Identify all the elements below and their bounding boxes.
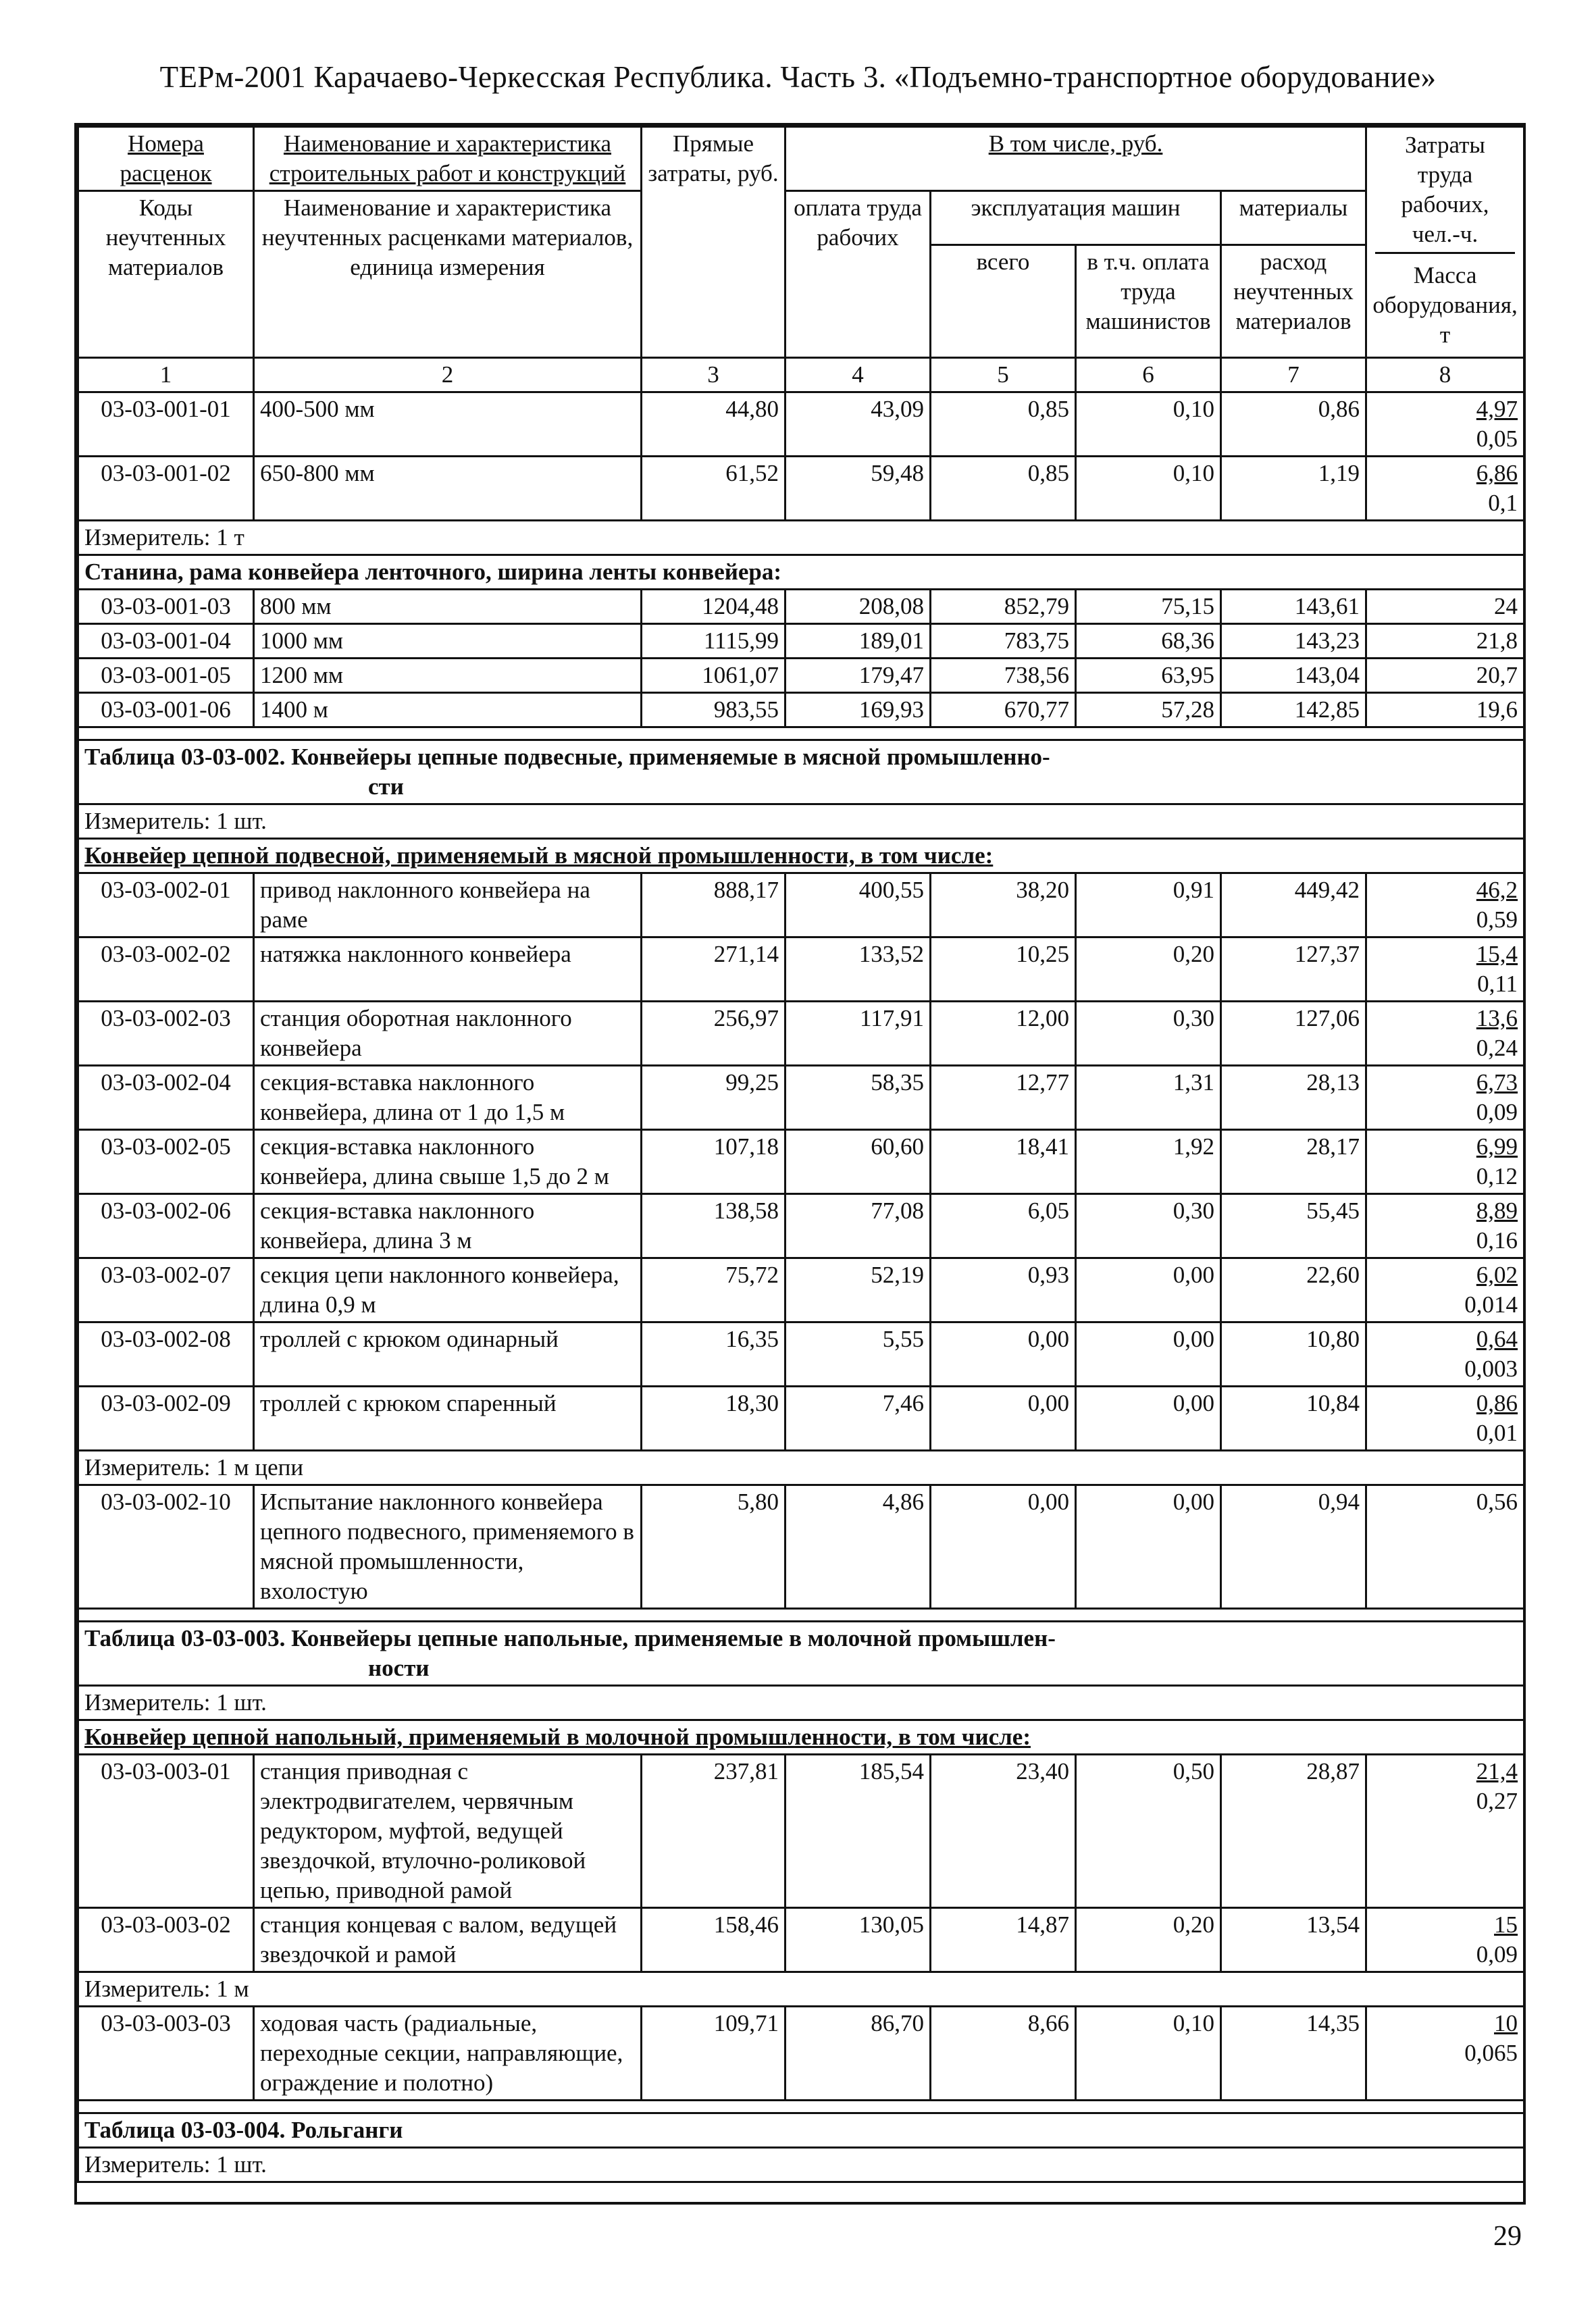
col-number: 8 (1366, 358, 1524, 392)
rate-code: 03-03-003-01 (78, 1755, 254, 1908)
rate-direct-cost: 109,71 (642, 2007, 786, 2101)
rate-machinist-wages: 63,95 (1076, 659, 1221, 693)
rate-labor: 10 (1494, 2010, 1518, 2036)
rate-machinist-wages: 0,10 (1076, 392, 1221, 457)
rate-machines-total: 6,05 (931, 1194, 1076, 1258)
table-row (78, 624, 1524, 659)
head-col1-top: Номера расценок (78, 127, 254, 191)
rate-wages: 77,08 (786, 1194, 931, 1258)
rate-name: секция-вставка наклонного конвейера, длина от 1 до 1,5 м (254, 1066, 642, 1130)
section-heading: Конвейер цепной напольный, применяемый в молочной промышленности, в том числе: (78, 1720, 1524, 1755)
rate-code: 03-03-002-07 (78, 1258, 254, 1322)
head-machines: эксплуатация машин (931, 191, 1221, 245)
rate-materials: 127,06 (1221, 1002, 1366, 1066)
rate-code: 03-03-002-09 (78, 1387, 254, 1451)
rate-labor-mass (1366, 457, 1524, 521)
document-frame (74, 123, 1526, 2205)
rate-machines-total: 670,77 (931, 693, 1076, 727)
rate-labor: 6,86 (1476, 460, 1518, 486)
rate-direct-cost: 75,72 (642, 1258, 786, 1322)
measure-unit: Измеритель: 1 т (78, 521, 1524, 555)
head-row-2 (78, 191, 1524, 245)
rate-mass: 0,09 (1476, 1941, 1518, 1968)
rate-machinist-wages: 0,20 (1076, 937, 1221, 1002)
measure-unit-row (78, 2148, 1524, 2182)
page-number: 29 (1493, 2221, 1522, 2252)
rate-direct-cost: 44,80 (642, 392, 786, 457)
rate-labor: 21,4 (1476, 1758, 1518, 1784)
rate-machines-total: 14,87 (931, 1908, 1076, 1972)
col-number: 3 (642, 358, 786, 392)
table-row (78, 392, 1524, 457)
rate-machines-total: 0,00 (931, 1485, 1076, 1609)
rate-wages: 59,48 (786, 457, 931, 521)
head-direct: Прямые затраты, руб. (642, 127, 786, 358)
table-row (78, 1485, 1524, 1609)
measure-unit: Измеритель: 1 шт. (78, 804, 1524, 839)
rate-wages: 169,93 (786, 693, 931, 727)
rate-labor-mass (1366, 624, 1524, 659)
table-title-004-row (78, 2113, 1524, 2148)
rate-machines-total: 8,66 (931, 2007, 1076, 2101)
spacer (78, 1609, 1524, 1622)
table-row (78, 1194, 1524, 1258)
table-row (78, 937, 1524, 1002)
rate-direct-cost: 983,55 (642, 693, 786, 727)
rate-labor-mass (1366, 1387, 1524, 1451)
rate-mass: 0,01 (1476, 1420, 1518, 1446)
rate-machines-total: 12,77 (931, 1066, 1076, 1130)
measure-unit-row (78, 1972, 1524, 2007)
rate-labor: 8,89 (1476, 1198, 1518, 1224)
rate-direct-cost: 107,18 (642, 1130, 786, 1194)
page-header: ТЕРм-2001 Карачаево-Черкесская Республика. Часть 3. «Подъемно-транспортное оборудование» (159, 60, 1437, 94)
measure-unit: Измеритель: 1 м цепи (78, 1451, 1524, 1485)
rate-name: ходовая часть (радиальные, переходные секции, направляющие, ограждение и полотно) (254, 2007, 642, 2101)
rate-machinist-wages: 0,10 (1076, 457, 1221, 521)
rate-direct-cost: 138,58 (642, 1194, 786, 1258)
head-consumption: расход неучтенных материалов (1221, 245, 1366, 358)
spacer-row (78, 1609, 1524, 1622)
measure-unit: Измеритель: 1 шт. (78, 2148, 1524, 2182)
rate-machines-total: 0,93 (931, 1258, 1076, 1322)
rate-machines-total: 0,00 (931, 1387, 1076, 1451)
col-number: 5 (931, 358, 1076, 392)
rate-code: 03-03-001-01 (78, 392, 254, 457)
rate-direct-cost: 1061,07 (642, 659, 786, 693)
rate-wages: 130,05 (786, 1908, 931, 1972)
rate-name: Испытание наклонного конвейера цепного подвесного, применяемого в мясной промышленности, вхолостую (254, 1485, 642, 1609)
rate-code: 03-03-001-02 (78, 457, 254, 521)
rate-labor: 20,7 (1476, 662, 1518, 688)
rate-machinist-wages: 0,00 (1076, 1322, 1221, 1387)
rate-materials: 143,04 (1221, 659, 1366, 693)
rate-machines-total: 38,20 (931, 873, 1076, 937)
rate-materials: 143,61 (1221, 590, 1366, 624)
rate-machinist-wages: 0,30 (1076, 1002, 1221, 1066)
table-title-002-line-1: Таблица 03-03-002. Конвейеры цепные подвесные, применяемые в мясной промышленно- (84, 744, 1050, 770)
rate-machinist-wages: 1,31 (1076, 1066, 1221, 1130)
rate-labor: 6,73 (1476, 1069, 1518, 1096)
rate-materials: 22,60 (1221, 1258, 1366, 1322)
rate-mass: 0,27 (1476, 1788, 1518, 1814)
section-heading: Станина, рама конвейера ленточного, ширина ленты конвейера: (78, 555, 1524, 590)
table-row (78, 1755, 1524, 1908)
rate-code: 03-03-002-10 (78, 1485, 254, 1609)
rate-labor: 0,64 (1476, 1326, 1518, 1352)
rate-name: секция-вставка наклонного конвейера, длина свыше 1,5 до 2 м (254, 1130, 642, 1194)
rate-wages: 117,91 (786, 1002, 931, 1066)
rate-labor: 6,99 (1476, 1133, 1518, 1160)
rate-labor-mass (1366, 659, 1524, 693)
rate-code: 03-03-001-03 (78, 590, 254, 624)
rate-code: 03-03-001-05 (78, 659, 254, 693)
section-heading-row (78, 555, 1524, 590)
rate-wages: 179,47 (786, 659, 931, 693)
rate-mass: 0,11 (1477, 971, 1518, 997)
rate-machinist-wages: 0,91 (1076, 873, 1221, 937)
rate-wages: 208,08 (786, 590, 931, 624)
rate-machinist-wages: 0,10 (1076, 2007, 1221, 2101)
spacer-row (78, 2101, 1524, 2113)
rate-labor-mass (1366, 1130, 1524, 1194)
rate-wages: 133,52 (786, 937, 931, 1002)
rate-labor-mass (1366, 937, 1524, 1002)
rate-labor-mass (1366, 1002, 1524, 1066)
rate-labor: 4,97 (1476, 396, 1518, 422)
spacer (78, 2101, 1524, 2113)
head-in-total: В том числе, руб. (786, 127, 1366, 191)
table-row (78, 2007, 1524, 2101)
rate-labor: 13,6 (1476, 1005, 1518, 1031)
section-heading: Конвейер цепной подвесной, применяемый в мясной промышленности, в том числе: (78, 839, 1524, 873)
rate-labor-mass (1366, 1908, 1524, 1972)
table-row (78, 693, 1524, 727)
rate-direct-cost: 888,17 (642, 873, 786, 937)
table-title-003-row (78, 1622, 1524, 1686)
section-heading-row (78, 839, 1524, 873)
rate-machinist-wages: 0,00 (1076, 1387, 1221, 1451)
rate-materials: 143,23 (1221, 624, 1366, 659)
rate-name: станция оборотная наклонного конвейера (254, 1002, 642, 1066)
rate-name: 1400 м (254, 693, 642, 727)
table-title-003-line-2: ности (368, 1655, 430, 1681)
table-row (78, 1258, 1524, 1322)
head-labor-mass (1366, 127, 1524, 358)
rates-table (77, 126, 1525, 2183)
rate-materials: 10,80 (1221, 1322, 1366, 1387)
rate-direct-cost: 271,14 (642, 937, 786, 1002)
rate-mass: 0,003 (1464, 1356, 1518, 1382)
rate-machines-total: 10,25 (931, 937, 1076, 1002)
rate-materials: 13,54 (1221, 1908, 1366, 1972)
rate-machines-total: 12,00 (931, 1002, 1076, 1066)
rate-name: 800 мм (254, 590, 642, 624)
rate-wages: 52,19 (786, 1258, 931, 1322)
rate-labor-mass (1366, 1194, 1524, 1258)
rate-direct-cost: 1204,48 (642, 590, 786, 624)
rate-mass: 0,09 (1476, 1099, 1518, 1125)
rate-machines-total: 18,41 (931, 1130, 1076, 1194)
rate-machines-total: 0,00 (931, 1322, 1076, 1387)
rate-code: 03-03-001-06 (78, 693, 254, 727)
measure-unit: Измеритель: 1 шт. (78, 1686, 1524, 1720)
table-title-002-line-2: сти (368, 773, 404, 800)
rate-machinist-wages: 0,00 (1076, 1485, 1221, 1609)
rate-labor: 46,2 (1476, 877, 1518, 903)
rate-wages: 86,70 (786, 2007, 931, 2101)
rate-wages: 185,54 (786, 1755, 931, 1908)
rate-name: секция цепи наклонного конвейера, длина 0,9 м (254, 1258, 642, 1322)
head-col2-bottom: Наименование и характеристика неучтенных расценками материалов, единица измерения (254, 191, 642, 358)
table-row (78, 590, 1524, 624)
rate-machines-total: 0,85 (931, 457, 1076, 521)
rate-machines-total: 738,56 (931, 659, 1076, 693)
col-numbers-row (78, 358, 1524, 392)
rate-labor: 6,02 (1476, 1262, 1518, 1288)
rate-name: 1200 мм (254, 659, 642, 693)
rate-mass: 0,12 (1476, 1163, 1518, 1189)
measure-unit-row (78, 521, 1524, 555)
head-incl-wages: в т.ч. оплата труда машинистов (1076, 245, 1221, 358)
head-col2-top: Наименование и характеристика строительных работ и конструкций (254, 127, 642, 191)
rate-labor-mass (1366, 1258, 1524, 1322)
rate-machinist-wages: 0,00 (1076, 1258, 1221, 1322)
table-title-002 (78, 740, 1524, 804)
rate-labor: 21,8 (1476, 627, 1518, 654)
rate-materials: 0,86 (1221, 392, 1366, 457)
rate-name: 400-500 мм (254, 392, 642, 457)
rate-labor-mass (1366, 2007, 1524, 2101)
rate-code: 03-03-002-03 (78, 1002, 254, 1066)
rate-name: 650-800 мм (254, 457, 642, 521)
rate-name: 1000 мм (254, 624, 642, 659)
rate-wages: 43,09 (786, 392, 931, 457)
col-number: 4 (786, 358, 931, 392)
rate-labor: 0,86 (1476, 1390, 1518, 1416)
rate-labor: 15 (1494, 1911, 1518, 1938)
rate-mass: 0,24 (1476, 1035, 1518, 1061)
rate-direct-cost: 61,52 (642, 457, 786, 521)
rate-materials: 55,45 (1221, 1194, 1366, 1258)
rate-code: 03-03-001-04 (78, 624, 254, 659)
rate-direct-cost: 99,25 (642, 1066, 786, 1130)
rate-machinist-wages: 68,36 (1076, 624, 1221, 659)
rate-mass: 0,05 (1476, 426, 1518, 452)
head-materials: материалы (1221, 191, 1366, 245)
table-title-002-row (78, 740, 1524, 804)
rate-labor-mass (1366, 590, 1524, 624)
col-number: 1 (78, 358, 254, 392)
head-labor: Затраты труда рабочих, чел.-ч. (1375, 128, 1515, 254)
rate-labor-mass (1366, 873, 1524, 937)
rate-machines-total: 0,85 (931, 392, 1076, 457)
rate-labor-mass (1366, 392, 1524, 457)
rate-code: 03-03-003-03 (78, 2007, 254, 2101)
rate-name: натяжка наклонного конвейера (254, 937, 642, 1002)
rate-labor: 19,6 (1476, 696, 1518, 723)
table-title-003-line-1: Таблица 03-03-003. Конвейеры цепные напольные, применяемые в молочной промышлен- (84, 1625, 1056, 1651)
rate-code: 03-03-002-04 (78, 1066, 254, 1130)
spacer-row (78, 727, 1524, 740)
rate-name: троллей с крюком одинарный (254, 1322, 642, 1387)
table-row (78, 659, 1524, 693)
rate-direct-cost: 5,80 (642, 1485, 786, 1609)
rate-machinist-wages: 0,30 (1076, 1194, 1221, 1258)
head-total: всего (931, 245, 1076, 358)
table-row (78, 1066, 1524, 1130)
col-number: 2 (254, 358, 642, 392)
measure-unit-row (78, 1686, 1524, 1720)
rate-labor: 24 (1494, 593, 1518, 619)
rate-wages: 4,86 (786, 1485, 931, 1609)
rate-machinist-wages: 1,92 (1076, 1130, 1221, 1194)
rate-wages: 60,60 (786, 1130, 931, 1194)
head-mass: Масса оборудования, т (1372, 262, 1518, 348)
rate-code: 03-03-002-05 (78, 1130, 254, 1194)
rate-wages: 189,01 (786, 624, 931, 659)
rate-direct-cost: 256,97 (642, 1002, 786, 1066)
section-heading-row (78, 1720, 1524, 1755)
rate-labor: 15,4 (1476, 941, 1518, 967)
rate-direct-cost: 18,30 (642, 1387, 786, 1451)
measure-unit: Измеритель: 1 м (78, 1972, 1524, 2007)
rate-wages: 7,46 (786, 1387, 931, 1451)
rate-machines-total: 852,79 (931, 590, 1076, 624)
rate-code: 03-03-002-02 (78, 937, 254, 1002)
measure-unit-row (78, 1451, 1524, 1485)
rate-materials: 28,17 (1221, 1130, 1366, 1194)
table-row (78, 1130, 1524, 1194)
rate-labor-mass (1366, 693, 1524, 727)
table-row (78, 1908, 1524, 1972)
rate-name: секция-вставка наклонного конвейера, длина 3 м (254, 1194, 642, 1258)
col-number: 6 (1076, 358, 1221, 392)
rate-mass: 0,014 (1464, 1291, 1518, 1318)
rate-materials: 449,42 (1221, 873, 1366, 937)
rate-mass: 0,1 (1488, 490, 1518, 516)
rate-code: 03-03-003-02 (78, 1908, 254, 1972)
rate-machinist-wages: 0,50 (1076, 1755, 1221, 1908)
table-row (78, 1387, 1524, 1451)
rate-name: станция приводная с электродвигателем, червячным редуктором, муфтой, ведущей звездочкой, втулочно-роликовой цепью, приводной рамой (254, 1755, 642, 1908)
table-title-003 (78, 1622, 1524, 1686)
rate-direct-cost: 16,35 (642, 1322, 786, 1387)
rate-materials: 28,13 (1221, 1066, 1366, 1130)
rate-code: 03-03-002-06 (78, 1194, 254, 1258)
rate-mass: 0,59 (1476, 906, 1518, 933)
table-row (78, 873, 1524, 937)
table-row (78, 1322, 1524, 1387)
rate-materials: 10,84 (1221, 1387, 1366, 1451)
rate-labor-mass (1366, 1322, 1524, 1387)
table-title-004-line-1: Таблица 03-03-004. Рольганги (84, 2117, 403, 2143)
rate-materials: 14,35 (1221, 2007, 1366, 2101)
table-title-004 (78, 2113, 1524, 2148)
rate-labor-mass (1366, 1755, 1524, 1908)
rate-labor: 0,56 (1476, 1489, 1518, 1515)
head-row-1 (78, 127, 1524, 191)
head-col1-bottom: Коды неучтенных материалов (78, 191, 254, 358)
rate-direct-cost: 1115,99 (642, 624, 786, 659)
rate-wages: 5,55 (786, 1322, 931, 1387)
rate-machines-total: 23,40 (931, 1755, 1076, 1908)
rate-name: станция концевая с валом, ведущей звездочкой и рамой (254, 1908, 642, 1972)
rate-labor-mass (1366, 1485, 1524, 1609)
rate-mass: 0,16 (1476, 1227, 1518, 1254)
rate-machines-total: 783,75 (931, 624, 1076, 659)
table-row (78, 457, 1524, 521)
rate-materials: 127,37 (1221, 937, 1366, 1002)
rate-name: троллей с крюком спаренный (254, 1387, 642, 1451)
rate-wages: 400,55 (786, 873, 931, 937)
rate-labor-mass (1366, 1066, 1524, 1130)
rate-materials: 0,94 (1221, 1485, 1366, 1609)
measure-unit-row (78, 804, 1524, 839)
rate-mass: 0,065 (1464, 2040, 1518, 2066)
rate-machinist-wages: 75,15 (1076, 590, 1221, 624)
rate-machinist-wages: 0,20 (1076, 1908, 1221, 1972)
spacer (78, 727, 1524, 740)
rate-direct-cost: 158,46 (642, 1908, 786, 1972)
rate-materials: 142,85 (1221, 693, 1366, 727)
rate-materials: 1,19 (1221, 457, 1366, 521)
table-row (78, 1002, 1524, 1066)
rate-code: 03-03-002-08 (78, 1322, 254, 1387)
rate-machinist-wages: 57,28 (1076, 693, 1221, 727)
rate-code: 03-03-002-01 (78, 873, 254, 937)
rate-name: привод наклонного конвейера на раме (254, 873, 642, 937)
rate-direct-cost: 237,81 (642, 1755, 786, 1908)
rate-materials: 28,87 (1221, 1755, 1366, 1908)
rate-wages: 58,35 (786, 1066, 931, 1130)
head-wages: оплата труда рабочих (786, 191, 931, 358)
col-number: 7 (1221, 358, 1366, 392)
